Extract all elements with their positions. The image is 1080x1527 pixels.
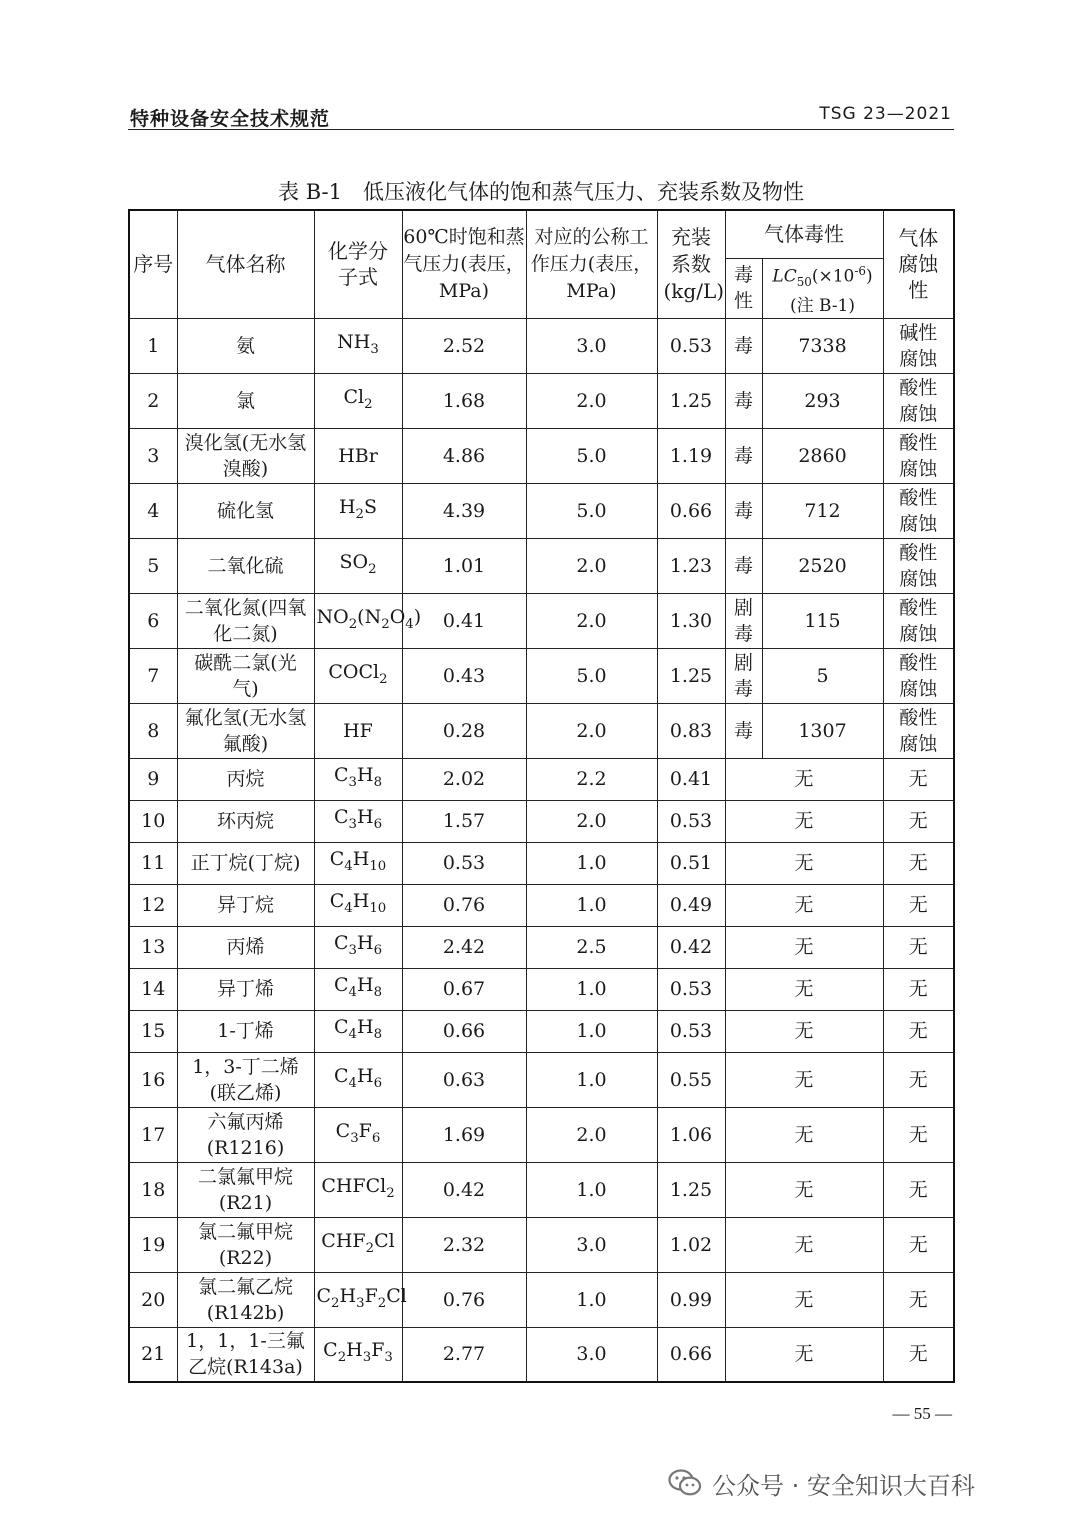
cell-no: 5 <box>129 538 177 593</box>
cell-working-pressure: 1.0 <box>526 1162 657 1217</box>
cell-no: 20 <box>129 1272 177 1327</box>
cell-corrosive: 无 <box>883 800 954 842</box>
table-row <box>129 483 954 538</box>
cell-gas-name: 二氧化硫 <box>177 538 314 593</box>
cell-formula: $NO_2(N_2O_4)$ <box>314 593 402 648</box>
table-row <box>129 1052 954 1107</box>
cell-lc50: 2860 <box>762 428 883 483</box>
table-row <box>129 318 954 373</box>
cell-working-pressure: 5.0 <box>526 428 657 483</box>
header-pressure-60c: 60℃时饱和蒸气压力(表压，MPa) <box>402 210 526 318</box>
cell-corrosive: 无 <box>883 1162 954 1217</box>
cell-fill-coefficient: 0.53 <box>657 1010 725 1052</box>
header-formula: 化学分子式 <box>314 210 402 318</box>
running-header-code: TSG 23—2021 <box>819 104 952 124</box>
cell-pressure-60c: 1.68 <box>402 373 526 428</box>
cell-fill-coefficient: 0.66 <box>657 1327 725 1382</box>
page-number: — 55 — <box>892 1404 952 1423</box>
cell-fill-coefficient: 1.30 <box>657 593 725 648</box>
cell-pressure-60c: 0.41 <box>402 593 526 648</box>
cell-fill-coefficient: 1.19 <box>657 428 725 483</box>
cell-gas-name: 丙烯 <box>177 926 314 968</box>
cell-corrosive: 无 <box>883 1010 954 1052</box>
cell-fill-coefficient: 0.53 <box>657 800 725 842</box>
cell-pressure-60c: 2.52 <box>402 318 526 373</box>
cell-working-pressure: 5.0 <box>526 483 657 538</box>
cell-gas-name: 二氧化氮(四氧化二氮) <box>177 593 314 648</box>
cell-no: 15 <box>129 1010 177 1052</box>
cell-gas-name: 氟化氢(无水氢氟酸) <box>177 703 314 758</box>
table-row <box>129 1162 954 1217</box>
cell-corrosive: 酸性腐蚀 <box>883 538 954 593</box>
cell-corrosive: 无 <box>883 884 954 926</box>
cell-formula: $C_2H_3F_2Cl$ <box>314 1272 402 1327</box>
cell-formula: $C_4H_8$ <box>314 968 402 1010</box>
cell-no: 3 <box>129 428 177 483</box>
table-row <box>129 538 954 593</box>
cell-toxicity-none: 无 <box>725 1010 883 1052</box>
cell-toxic: 剧毒 <box>725 648 762 703</box>
cell-fill-coefficient: 0.42 <box>657 926 725 968</box>
cell-pressure-60c: 1.57 <box>402 800 526 842</box>
cell-corrosive: 无 <box>883 758 954 800</box>
cell-no: 10 <box>129 800 177 842</box>
cell-working-pressure: 5.0 <box>526 648 657 703</box>
cell-corrosive: 酸性腐蚀 <box>883 483 954 538</box>
cell-formula: HF <box>314 703 402 758</box>
table-row <box>129 1327 954 1382</box>
cell-fill-coefficient: 1.02 <box>657 1217 725 1272</box>
cell-formula: $C_4H_6$ <box>314 1052 402 1107</box>
table-row <box>129 968 954 1010</box>
cell-gas-name: 氯二氟甲烷(R22) <box>177 1217 314 1272</box>
cell-fill-coefficient: 0.53 <box>657 318 725 373</box>
cell-no: 6 <box>129 593 177 648</box>
header-working-pressure: 对应的公称工作压力(表压，MPa) <box>526 210 657 318</box>
table-row <box>129 842 954 884</box>
cell-formula: $C_3F_6$ <box>314 1107 402 1162</box>
table-row <box>129 1010 954 1052</box>
cell-lc50: 1307 <box>762 703 883 758</box>
header-fill-coefficient: 充装系数(kg/L) <box>657 210 725 318</box>
header-toxic: 毒性 <box>725 258 762 318</box>
cell-toxicity-none: 无 <box>725 968 883 1010</box>
cell-gas-name: 环丙烷 <box>177 800 314 842</box>
header-toxicity: 气体毒性 <box>725 210 883 258</box>
table-row <box>129 884 954 926</box>
cell-fill-coefficient: 1.25 <box>657 1162 725 1217</box>
cell-toxicity-none: 无 <box>725 758 883 800</box>
cell-toxic: 毒 <box>725 373 762 428</box>
cell-toxicity-none: 无 <box>725 842 883 884</box>
cell-fill-coefficient: 0.99 <box>657 1272 725 1327</box>
header-rule <box>128 129 954 130</box>
cell-fill-coefficient: 1.25 <box>657 648 725 703</box>
cell-no: 2 <box>129 373 177 428</box>
cell-pressure-60c: 0.43 <box>402 648 526 703</box>
gas-properties-table <box>128 209 955 1383</box>
cell-pressure-60c: 0.66 <box>402 1010 526 1052</box>
cell-working-pressure: 2.2 <box>526 758 657 800</box>
cell-working-pressure: 3.0 <box>526 318 657 373</box>
cell-no: 9 <box>129 758 177 800</box>
cell-pressure-60c: 0.28 <box>402 703 526 758</box>
cell-toxicity-none: 无 <box>725 1107 883 1162</box>
table-row <box>129 1107 954 1162</box>
cell-formula: $C_4H_{10}$ <box>314 884 402 926</box>
cell-working-pressure: 2.0 <box>526 373 657 428</box>
cell-pressure-60c: 2.77 <box>402 1327 526 1382</box>
cell-lc50: 2520 <box>762 538 883 593</box>
cell-fill-coefficient: 0.51 <box>657 842 725 884</box>
cell-lc50: 293 <box>762 373 883 428</box>
cell-corrosive: 无 <box>883 968 954 1010</box>
cell-pressure-60c: 2.02 <box>402 758 526 800</box>
cell-pressure-60c: 0.76 <box>402 1272 526 1327</box>
cell-working-pressure: 1.0 <box>526 968 657 1010</box>
cell-toxic: 毒 <box>725 483 762 538</box>
table-row <box>129 593 954 648</box>
cell-toxic: 毒 <box>725 318 762 373</box>
cell-toxicity-none: 无 <box>725 884 883 926</box>
cell-lc50: 5 <box>762 648 883 703</box>
cell-formula: $C_4H_8$ <box>314 1010 402 1052</box>
cell-pressure-60c: 1.69 <box>402 1107 526 1162</box>
cell-fill-coefficient: 1.23 <box>657 538 725 593</box>
cell-working-pressure: 2.0 <box>526 703 657 758</box>
cell-no: 4 <box>129 483 177 538</box>
cell-no: 18 <box>129 1162 177 1217</box>
cell-no: 12 <box>129 884 177 926</box>
table-row <box>129 703 954 758</box>
table-title: 表 B-1 低压液化气体的饱和蒸气压力、充装系数及物性 <box>278 180 804 204</box>
cell-formula: $C_3H_6$ <box>314 926 402 968</box>
table-row <box>129 758 954 800</box>
cell-toxicity-none: 无 <box>725 1052 883 1107</box>
cell-pressure-60c: 0.67 <box>402 968 526 1010</box>
cell-corrosive: 无 <box>883 1107 954 1162</box>
cell-no: 11 <box>129 842 177 884</box>
cell-no: 1 <box>129 318 177 373</box>
cell-fill-coefficient: 0.41 <box>657 758 725 800</box>
cell-gas-name: 异丁烯 <box>177 968 314 1010</box>
table-row <box>129 428 954 483</box>
cell-corrosive: 酸性腐蚀 <box>883 703 954 758</box>
cell-formula: $CHF_2Cl$ <box>314 1217 402 1272</box>
header-no: 序号 <box>129 210 177 318</box>
cell-lc50: 7338 <box>762 318 883 373</box>
cell-formula: $NH_3$ <box>314 318 402 373</box>
cell-working-pressure: 1.0 <box>526 842 657 884</box>
cell-no: 14 <box>129 968 177 1010</box>
cell-working-pressure: 1.0 <box>526 1272 657 1327</box>
cell-pressure-60c: 4.86 <box>402 428 526 483</box>
cell-corrosive: 无 <box>883 1217 954 1272</box>
cell-formula: COCl$_2$ <box>314 648 402 703</box>
table-row <box>129 926 954 968</box>
cell-corrosive: 无 <box>883 1327 954 1382</box>
cell-no: 19 <box>129 1217 177 1272</box>
cell-corrosive: 碱性腐蚀 <box>883 318 954 373</box>
footer-text: 公众号 · 安全知识大百科 <box>712 1471 975 1500</box>
cell-toxicity-none: 无 <box>725 800 883 842</box>
cell-toxic: 毒 <box>725 703 762 758</box>
cell-no: 8 <box>129 703 177 758</box>
cell-formula: $C_3H_8$ <box>314 758 402 800</box>
cell-formula: $C_3H_6$ <box>314 800 402 842</box>
cell-gas-name: 丙烷 <box>177 758 314 800</box>
cell-toxic: 毒 <box>725 428 762 483</box>
cell-gas-name: 1-丁烯 <box>177 1010 314 1052</box>
cell-toxic: 剧毒 <box>725 593 762 648</box>
cell-formula: $C_4H_{10}$ <box>314 842 402 884</box>
cell-working-pressure: 1.0 <box>526 1010 657 1052</box>
cell-corrosive: 无 <box>883 926 954 968</box>
cell-gas-name: 氯二氟乙烷(R142b) <box>177 1272 314 1327</box>
table-row <box>129 373 954 428</box>
cell-lc50: 115 <box>762 593 883 648</box>
cell-formula: CHFCl$_2$ <box>314 1162 402 1217</box>
cell-corrosive: 无 <box>883 842 954 884</box>
cell-toxicity-none: 无 <box>725 1272 883 1327</box>
cell-corrosive: 酸性腐蚀 <box>883 373 954 428</box>
cell-formula: HBr <box>314 428 402 483</box>
cell-formula: $Cl_2$ <box>314 373 402 428</box>
cell-working-pressure: 3.0 <box>526 1327 657 1382</box>
cell-gas-name: 六氟丙烯(R1216) <box>177 1107 314 1162</box>
cell-gas-name: 氨 <box>177 318 314 373</box>
cell-working-pressure: 2.0 <box>526 593 657 648</box>
cell-formula: $SO_2$ <box>314 538 402 593</box>
cell-fill-coefficient: 1.25 <box>657 373 725 428</box>
cell-no: 17 <box>129 1107 177 1162</box>
cell-working-pressure: 2.5 <box>526 926 657 968</box>
cell-corrosive: 酸性腐蚀 <box>883 428 954 483</box>
cell-working-pressure: 1.0 <box>526 884 657 926</box>
cell-pressure-60c: 2.42 <box>402 926 526 968</box>
cell-gas-name: 硫化氢 <box>177 483 314 538</box>
table-row <box>129 1272 954 1327</box>
cell-gas-name: 异丁烷 <box>177 884 314 926</box>
cell-working-pressure: 2.0 <box>526 1107 657 1162</box>
cell-fill-coefficient: 0.83 <box>657 703 725 758</box>
header-corrosive: 气体腐蚀性 <box>883 210 954 318</box>
cell-toxicity-none: 无 <box>725 1327 883 1382</box>
table-row <box>129 648 954 703</box>
cell-gas-name: 正丁烷(丁烷) <box>177 842 314 884</box>
cell-gas-name: 碳酰二氯(光气) <box>177 648 314 703</box>
cell-fill-coefficient: 0.66 <box>657 483 725 538</box>
cell-gas-name: 氯 <box>177 373 314 428</box>
cell-pressure-60c: 0.42 <box>402 1162 526 1217</box>
table-row <box>129 1217 954 1272</box>
cell-pressure-60c: 0.76 <box>402 884 526 926</box>
cell-fill-coefficient: 0.55 <box>657 1052 725 1107</box>
footer-watermark <box>668 1466 975 1500</box>
cell-no: 7 <box>129 648 177 703</box>
wechat-icon <box>668 1468 702 1498</box>
cell-gas-name: 1，1，1-三氟乙烷(R143a) <box>177 1327 314 1382</box>
cell-lc50: 712 <box>762 483 883 538</box>
cell-corrosive: 酸性腐蚀 <box>883 648 954 703</box>
cell-pressure-60c: 1.01 <box>402 538 526 593</box>
cell-working-pressure: 3.0 <box>526 1217 657 1272</box>
cell-formula: $C_2H_3F_3$ <box>314 1327 402 1382</box>
cell-working-pressure: 2.0 <box>526 800 657 842</box>
cell-toxicity-none: 无 <box>725 1162 883 1217</box>
cell-toxic: 毒 <box>725 538 762 593</box>
cell-no: 16 <box>129 1052 177 1107</box>
cell-pressure-60c: 4.39 <box>402 483 526 538</box>
cell-gas-name: 溴化氢(无水氢溴酸) <box>177 428 314 483</box>
header-lc50: $LC_{50}(\times 10^{-6})$ (注 B-1) <box>762 258 883 318</box>
cell-pressure-60c: 2.32 <box>402 1217 526 1272</box>
cell-working-pressure: 1.0 <box>526 1052 657 1107</box>
cell-no: 13 <box>129 926 177 968</box>
cell-corrosive: 酸性腐蚀 <box>883 593 954 648</box>
header-gas-name: 气体名称 <box>177 210 314 318</box>
cell-corrosive: 无 <box>883 1272 954 1327</box>
cell-toxicity-none: 无 <box>725 926 883 968</box>
cell-toxicity-none: 无 <box>725 1217 883 1272</box>
cell-fill-coefficient: 0.53 <box>657 968 725 1010</box>
cell-pressure-60c: 0.53 <box>402 842 526 884</box>
cell-pressure-60c: 0.63 <box>402 1052 526 1107</box>
cell-gas-name: 1，3-丁二烯(联乙烯) <box>177 1052 314 1107</box>
cell-fill-coefficient: 0.49 <box>657 884 725 926</box>
cell-no: 21 <box>129 1327 177 1382</box>
cell-working-pressure: 2.0 <box>526 538 657 593</box>
cell-corrosive: 无 <box>883 1052 954 1107</box>
cell-gas-name: 二氯氟甲烷(R21) <box>177 1162 314 1217</box>
cell-formula: $H_2S$ <box>314 483 402 538</box>
cell-fill-coefficient: 1.06 <box>657 1107 725 1162</box>
table-row <box>129 800 954 842</box>
running-header-title: 特种设备安全技术规范 <box>130 108 331 130</box>
